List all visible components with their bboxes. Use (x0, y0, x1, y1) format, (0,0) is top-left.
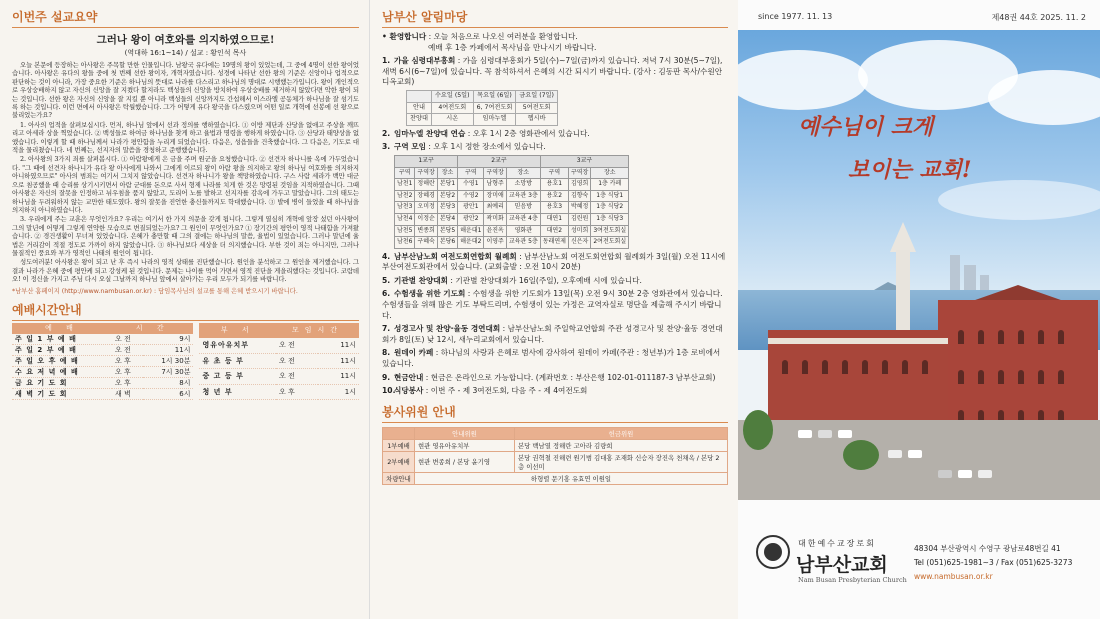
group-cell: 해운대2 (458, 237, 484, 249)
group-cell: 동래연제 (540, 237, 568, 249)
sermon-paragraph: 성도여러분! 아사왕은 왕이 되고 난 후 즉시 나라의 영적 상태를 진단했습니다. 원인을 분석하고 그 원인을 제거했습니다. 그 결과 나라가 은혜 중에 평안케 되고 강성케 된 것입니다. 문제는 나이를 먹어 가면서 영적 진단을 게을리했다는 것입니다. 코람데오! 이 정신을 가지고 주님 다시 오실 그날까지 하나님 앞에서 살아가는 우리 모두가 되기를 바랍니다. (12, 258, 359, 284)
group-cell: 1층 식당1 (591, 190, 629, 202)
group-cell: 영화관 (506, 225, 540, 237)
group-cell: 교육관 3층 (506, 190, 540, 202)
department-cell: 오 전 (276, 369, 318, 384)
group-cell: 본당4 (437, 213, 457, 225)
notice-number: 3. (382, 142, 391, 152)
group-cell: 용호1 (540, 179, 568, 191)
group-district: 1교구 (395, 155, 458, 167)
notice-head: 가을 심령대부흥회 (394, 56, 456, 66)
department-row (199, 384, 359, 399)
group-cell: 곽미화 (484, 213, 506, 225)
revival-cell: 찬양대 (407, 114, 432, 126)
group-cell: 신은자 (568, 237, 590, 249)
worship-row (12, 389, 193, 400)
church-name-english: Nam Busan Presbyterian Church (798, 576, 907, 584)
notice-head: 수험생을 위한 기도회 (394, 289, 466, 299)
group-cell: 남형주 (484, 179, 506, 191)
department-table (199, 323, 359, 401)
group-cell: 남천1 (395, 179, 415, 191)
group-cell: 교육관 5층 (506, 237, 540, 249)
group-cell: 최예리 (484, 202, 506, 214)
volunteer-header: 안내위원 (415, 427, 515, 439)
notice-text: : 기관별 찬양대회가 16일(주일), 오후예배 시에 있습니다. (450, 275, 642, 285)
welcome-text: : 오늘 처음으로 나오신 여러분을 환영합니다. (428, 32, 578, 41)
notice-head: 임마누엘 찬양대 연습 (394, 128, 466, 138)
sermon-paragraph: 3. 우리에게 주는 교훈은 무엇인가요? 우리는 여기서 한 가지 의문을 갖게 됩니다. 그렇게 열심히 개혁에 앞장 섰던 아사왕이 그의 말년에 어떻게 그렇게 연약한 모습으로 변질되었는가요? 그 원인이 무엇인가요? ① 장기간의 평안이 영적 나태함을 가져왔습니다. ② 경건생활이 무너져 있었습니다. 은혜가 충만할 때 그의 결에는 하나님의 말씀, 율법이 있었습니다. 그러나 말년에 율법은 거리감이 적절 정도로 가까이 하지 않았습니다. ③ 하나님보다 세상을 더 의지했습니다. 부한 것이 죄는 아니지만, 그러나 물질적인 풍요와 부가 영적인 나태의 원인이 됩니다. (12, 215, 359, 257)
department-cell: 청 년 부 (199, 384, 276, 399)
group-cell: 2여전도회실 (591, 237, 629, 249)
department-row (199, 338, 359, 353)
group-cell: 1층 식당2 (591, 202, 629, 214)
group-cell: 1층 카페 (591, 179, 629, 191)
church-contact (914, 542, 1072, 584)
denomination: 대한예수교장로회 (798, 539, 876, 548)
notice-text: : 이번 주 - 제 3여전도회, 다음 주 - 제 4여전도회 (425, 386, 588, 396)
notice-item (382, 252, 728, 273)
group-cell: 정해란 (415, 179, 437, 191)
group-cell: 김영희 (568, 179, 590, 191)
worship-cell: 주 일 오 후 예 배 (12, 356, 112, 367)
slogan-line-1: 예수님이 크게 (798, 114, 934, 140)
sermon-paragraph: 오늘 본문에 등장하는 아사왕은 주목할 만한 인물입니다. 남왕국 유다에는 19명의 왕이 있었는데, 그 중에 4명이 선한 왕이었습니다. 아사왕은 유다의 왕들 중에 첫 번째 선한 왕이자, 개혁자였습니다. 성경에 나타난 선한 왕의 기준은 신앙이나 업적으로 판단하는 것이 아니라, 가장 중요한 기준은 하나님의 뜻대로 나라를 다스리고 하나님의 명대로 시행했는가입니다. 왕이 개인적으로 우상숭배하지 않고 자신의 신앙을 잘 지켰다 할지라도 백성들의 신앙을 방치하여 우상숭배를 제거하지 않았다면 악한 왕이 되는 것입니다. 선한 왕은 자신의 신앙을 잘 지킬 뿐 아니라 백성들의 신앙까지도 간섭해서 이스라엘 공동체가 하나님을 잘 섬기도록 하는 것입니다. 이런 면에서 아사왕은 탁월했습니다. 그가 어떻게 유다 왕국을 다스렸으며 어떤 일로 개혁에 선봉에 선 왕으로 불리었는가요? (12, 61, 359, 120)
volunteer-cell: 현관 영유아유치부 (415, 439, 515, 451)
notice-item (382, 289, 728, 321)
group-cell: 변종희 (415, 225, 437, 237)
group-district: 3교구 (540, 155, 628, 167)
sermon-title: 그러나 왕이 여호와를 의지하였으므로! (96, 34, 275, 46)
welcome-notice (382, 32, 728, 53)
notice-head: 현금안내 (394, 372, 424, 382)
notice-head: 식당봉사 (394, 386, 424, 396)
group-cell: 믿음방 (506, 202, 540, 214)
volunteer-category: 2부예배 (383, 451, 415, 472)
department-cell: 유 초 등 부 (199, 353, 276, 368)
department-header: 모임시간 (276, 323, 359, 338)
group-cell: 교육관 4층 (506, 213, 540, 225)
group-cell: 박혜정 (568, 202, 590, 214)
group-cell: 3여전도회실 (591, 225, 629, 237)
group-cell: 본당1 (437, 179, 457, 191)
notice-number: 9. (382, 372, 391, 382)
notice-text: : 가을 심령대부흥회가 5일(수)~7일(금)까지 있습니다. 저녁 7시 30분(5~7일), 새벽 6시(6~7일)에 있습니다. 꼭 참석하셔서 은혜의 시간 되시기 바랍니다. (강사 : 김동판 목사/수원안디옥교회) (382, 56, 723, 87)
volunteer-category: 차량안내 (383, 472, 415, 484)
notice-text: : 하나님의 사랑과 은혜로 범사에 감사하여 원데이 카페(주관 : 청년부)가 1층 로비에서 있습니다. (382, 348, 721, 369)
homepage-note: *남부산 홈페이지 (http://www.nambusan.or.kr) : 담임목사님의 설교를 통해 은혜 받으시기 바랍니다. (12, 287, 298, 295)
notice-number: 5. (382, 275, 391, 285)
group-cell: 성미희 (568, 225, 590, 237)
worship-header: 예 배 (12, 323, 112, 334)
revival-header: 수요일 (5일) (431, 90, 473, 102)
notice-text: : 오후 1시 정한 장소에서 있습니다. (428, 142, 546, 152)
group-cell: 구혜숙 (415, 237, 437, 249)
group-cell: 장혜경 (415, 190, 437, 202)
group-header: 구역 (540, 167, 568, 179)
worship-cell: 오 후 (112, 356, 143, 367)
sermon-meta: (역대하 16:1~14) / 설교 : 황인석 목사 (124, 49, 247, 57)
volunteer-cell: 본당 백남열 정해란 고아라 김량희 (515, 439, 728, 451)
group-cell: 본당2 (437, 190, 457, 202)
revival-cell: 임마누엘 (473, 114, 516, 126)
slogan-line-2: 보이는 교회! (848, 157, 972, 183)
notice-head: 원데이 카페 (394, 348, 434, 358)
group-cell: 수영2 (458, 190, 484, 202)
notice-head: 성경고사 및 찬양·율동 경연대회 (394, 324, 501, 334)
group-cell: 남천5 (395, 225, 415, 237)
group-header: 장소 (506, 167, 540, 179)
notice-panel (370, 0, 738, 619)
volunteer-cell: 현관 변종희 / 본당 윤기영 (415, 451, 515, 472)
group-cell: 남천2 (395, 190, 415, 202)
group-header: 장소 (437, 167, 457, 179)
revival-cell: 헵시바 (516, 114, 558, 126)
sermon-section-title: 이번주 설교요약 (12, 8, 359, 28)
department-cell: 중 고 등 부 (199, 369, 276, 384)
revival-header: 목요일 (6일) (473, 90, 516, 102)
notice-item (382, 56, 728, 88)
group-header: 구역장 (568, 167, 590, 179)
worship-row (12, 334, 193, 345)
notice-section-title: 남부산 알림마당 (382, 8, 728, 28)
volunteer-cell: 본당 권혁철 진해련 원기범 김대홍 조재화 신승자 장진옥 천채옥 / 본당 2층 이선미 (515, 451, 728, 472)
notice-number: 2. (382, 128, 391, 138)
group-cell: 1층 식당3 (591, 213, 629, 225)
group-table (394, 155, 629, 249)
worship-cell: 7시 30분 (143, 367, 193, 378)
group-cell: 남천6 (395, 237, 415, 249)
worship-cell: 오 후 (112, 378, 143, 389)
department-row (199, 353, 359, 368)
worship-cell: 주 일 1 부 예 배 (12, 334, 112, 345)
notice-text: : 남부산남노회 주일학교연합회 주관 성경고사 및 찬양·율동 경연대회가 8일(토) 낮 12시, 새누리교회에서 있습니다. (382, 324, 723, 344)
worship-table (12, 323, 193, 401)
notice-text: : 오후 1시 2층 영화관에서 있습니다. (467, 128, 590, 138)
revival-cell: 시온 (431, 114, 473, 126)
notice-number: 1. (382, 56, 391, 66)
worship-cell: 새 벽 (112, 389, 143, 400)
worship-cell: 1시 30분 (143, 356, 193, 367)
worship-row (12, 356, 193, 367)
notice-number: 6. (382, 289, 391, 299)
notice-item (382, 129, 728, 140)
worship-row (12, 367, 193, 378)
notice-text: : 수험생을 위한 기도회가 13일(목) 오전 9시 30분 2층 영화관에서 있습니다. 수험생들을 위해 많은 기도 부탁드리며, 수험생이 있는 가정은 교역자실로 명단을 제출해 주시기 바랍니다. (382, 289, 723, 320)
notice-head: 구역 모임 (394, 142, 426, 152)
group-cell: 남천3 (395, 202, 415, 214)
worship-cell: 새 벽 기 도 회 (12, 389, 112, 400)
department-row (199, 369, 359, 384)
notice-item (382, 142, 728, 153)
volunteer-row (383, 439, 728, 451)
worship-cell: 오 전 (112, 345, 143, 356)
notice-number: 10. (382, 386, 396, 396)
notice-item (382, 348, 728, 369)
volunteer-section-title: 봉사위원 안내 (382, 403, 728, 423)
volunteer-header: 헌금위원 (515, 427, 728, 439)
department-cell: 오 전 (276, 338, 318, 353)
bulletin-meta (758, 12, 1086, 21)
group-cell: 김향숙 (568, 190, 590, 202)
notice-text: : 현금은 온라인으로 가능합니다. (계좌번호 : 부산은행 102-01-011187-3 남부산교회) (425, 372, 716, 382)
notice-number: 8. (382, 348, 391, 358)
volunteer-header (383, 427, 415, 439)
revival-cell: 안내 (407, 102, 432, 114)
church-phone: Tel (051)625-1981~3 / Fax (051)625-3273 (914, 558, 1073, 567)
issue-number: 제48권 44호 2025. 11. 2 (991, 13, 1086, 22)
revival-cell: 4여전도회 (431, 102, 473, 114)
church-address: 48304 부산광역시 수영구 광남로48번길 41 (914, 544, 1061, 553)
revival-table (406, 90, 558, 126)
welcome-head: • 환영합니다 (382, 32, 427, 41)
department-cell: 11시 (318, 338, 359, 353)
group-cell: 해운대1 (458, 225, 484, 237)
notice-head: 기관별 찬양대회 (394, 275, 448, 285)
group-cell: 대연1 (540, 213, 568, 225)
group-cell: 장미애 (484, 190, 506, 202)
worship-cell: 주 일 2 부 예 배 (12, 345, 112, 356)
group-cell: 본당6 (437, 237, 457, 249)
revival-cell: 5여전도회 (516, 102, 558, 114)
group-header: 구역장 (415, 167, 437, 179)
notice-item (382, 324, 728, 345)
group-cell: 오미정 (415, 202, 437, 214)
worship-cell: 9시 (143, 334, 193, 345)
department-cell: 오 전 (276, 353, 318, 368)
notice-number: 4. (382, 251, 391, 261)
group-header: 구역 (395, 167, 415, 179)
volunteer-category: 1부예배 (383, 439, 415, 451)
volunteer-row (383, 451, 728, 472)
volunteer-cell: 하형렬 문기홍 유효연 이원일 (415, 472, 728, 484)
since-date: since 1977. 11. 13 (758, 12, 833, 21)
worship-cell: 11시 (143, 345, 193, 356)
group-district: 2교구 (458, 155, 541, 167)
group-cell: 용호3 (540, 202, 568, 214)
sermon-paragraph: 2. 아사왕의 3가지 죄를 살펴봅시다. ① 아람왕에게 은 금을 주며 원군을 요청했습니다. ② 선견자 하나니를 옥에 가두었습니다. "그 때에 선견자 하나니가 유다 왕 아사에게 나와서 그에게 이르되 왕이 아람 왕을 의지하고 왕의 하나님 여호와를 의지하지 아니하였으므로" 아사의 범죄는 여기서 그치지 않았습니다. 선견자 하나니가 왕을 책망하였습니다. 구스 사람 세라가 백만 대군으로 침공했을 때 승리를 상기시키면서 아람 군대를 돈으로 사서 형제 나라를 치게 한 것은 망령된 것임을 지적하였습니다. 그때 아사왕은 자신의 잘못을 인정하고 뉘우침을 품지 않았고, 도리어 노를 발하고 선지자를 감옥에 가두고 말았습니다. 그의 태도는 하나님을 두려워하지 않는 교만한 태도였다. 왕의 잘못을 진언한 충신들까지도 학대했습니다. ③ 발에 병이 들었을 때 하나님을 의지하지 아니하였습니다. (12, 155, 359, 214)
worship-cell: 수 요 저 녁 예 배 (12, 367, 112, 378)
notice-text: : 남부산남노회 여전도회연합회 월례회가 3일(월) 오전 11시에 부산여전도회관에서 있습니다. (교회출발 : 오전 10시 20분) (382, 251, 726, 272)
group-header: 구역 (458, 167, 484, 179)
worship-cell: 오 후 (112, 367, 143, 378)
revival-cell: 6, 7여전도회 (473, 102, 516, 114)
notice-number: 7. (382, 324, 391, 334)
group-cell: 수영1 (458, 179, 484, 191)
department-header: 부 서 (199, 323, 276, 338)
group-cell: 본당5 (437, 225, 457, 237)
notice-list (382, 32, 728, 397)
notice-head: 남부산남노회 여전도회연합회 월례회 (394, 251, 517, 261)
notice-item (382, 373, 728, 384)
sermon-paragraph: 1. 아사의 업적을 살펴보십시다. 먼저, 하나님 앞에서 선과 정의를 행하였습니다. ① 이방 제단과 산당을 없애고 주상을 깨뜨리고 아세라 상을 찍었습니다. ② 백성들로 하여금 하나님을 찾게 하고 율법과 명령을 행하게 하였습니다. ③ 산당과 태양상을 없앴습니다. 이렇게 할 때 하나님께서 나라가 평안함을 누리게 되었습니다. 다음은, 성읍들을 건축했습니다. 그 다음은, 기도로 대적을 물리쳤습니다. 네 번째는, 선지자의 말씀을 경청하고 준행했습니다. (12, 120, 359, 155)
church-footer (738, 500, 1100, 619)
worship-header: 시 간 (112, 323, 194, 334)
church-name: 남부산교회 (796, 554, 888, 576)
group-cell: 광안1 (458, 202, 484, 214)
group-cell: 김린원 (568, 213, 590, 225)
welcome-text-2: 예배 후 1층 카페에서 목사님을 만나시기 바랍니다. (428, 42, 597, 52)
worship-cell: 오 전 (112, 334, 143, 345)
cover-slogan (798, 110, 972, 184)
worship-section-title: 예배시간안내 (12, 301, 359, 321)
worship-tables (12, 323, 359, 401)
steeple-icon (890, 222, 916, 252)
group-cell: 용호2 (540, 190, 568, 202)
department-cell: 오 후 (276, 384, 318, 399)
worship-row (12, 378, 193, 389)
group-cell: 윤진옥 (484, 225, 506, 237)
department-cell: 영유아유치부 (199, 338, 276, 353)
department-cell: 11시 (318, 369, 359, 384)
department-cell: 1시 (318, 384, 359, 399)
group-header: 장소 (591, 167, 629, 179)
church-website[interactable]: www.nambusan.or.kr (914, 572, 993, 581)
group-cell: 남천4 (395, 213, 415, 225)
group-header: 구역장 (484, 167, 506, 179)
group-cell: 이영주 (484, 237, 506, 249)
worship-cell: 8시 (143, 378, 193, 389)
cover-panel (738, 0, 1100, 619)
church-logo-icon (756, 535, 790, 569)
volunteer-table (382, 427, 728, 485)
volunteer-row (383, 472, 728, 484)
notice-item (382, 386, 728, 397)
worship-cell: 6시 (143, 389, 193, 400)
group-cell: 이정순 (415, 213, 437, 225)
group-cell: 대연2 (540, 225, 568, 237)
sermon-panel (0, 0, 370, 619)
notice-item (382, 276, 728, 287)
revival-header: 금요일 (7일) (516, 90, 558, 102)
group-cell: 광안2 (458, 213, 484, 225)
department-cell: 11시 (318, 353, 359, 368)
group-cell: 본당3 (437, 202, 457, 214)
revival-header (407, 90, 432, 102)
worship-row (12, 345, 193, 356)
worship-cell: 금 요 기 도 회 (12, 378, 112, 389)
group-cell: 소망방 (506, 179, 540, 191)
